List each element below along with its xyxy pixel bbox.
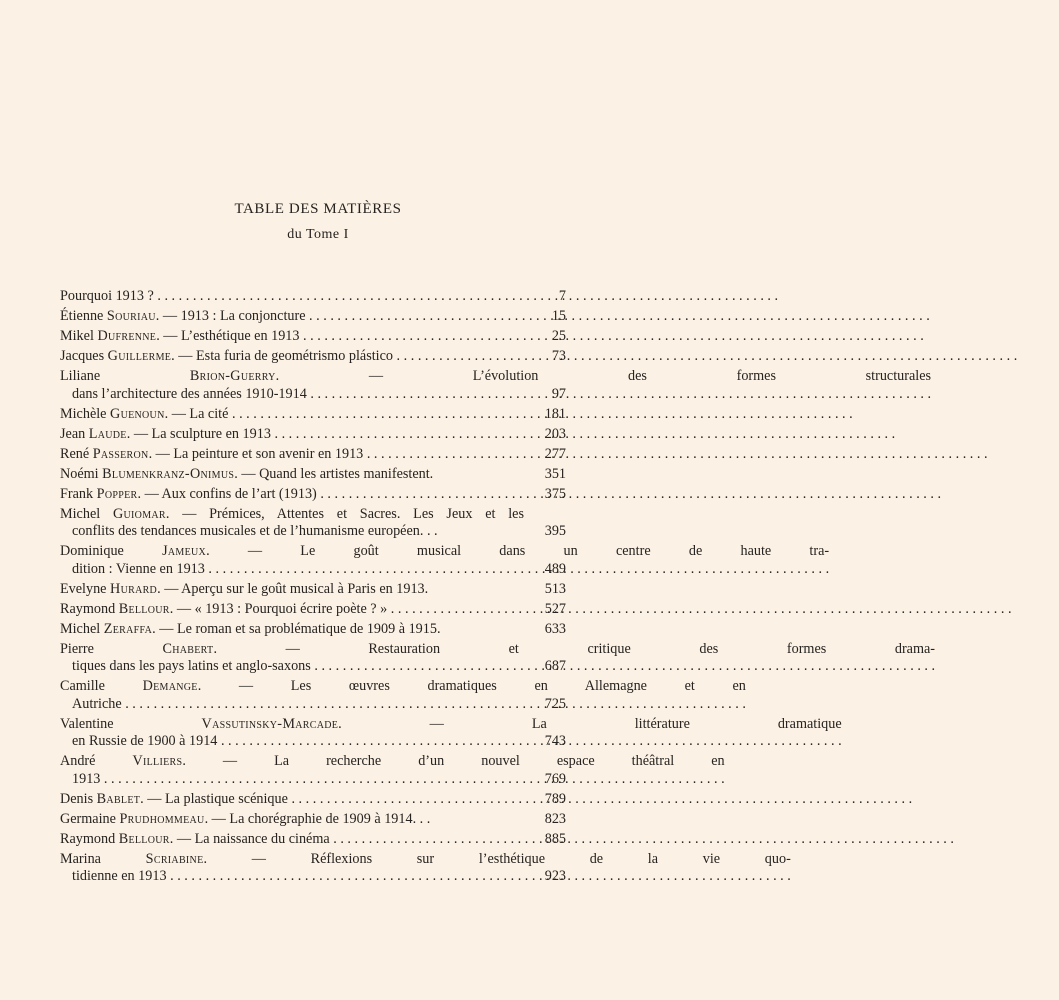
author-last-name: Brion-Guerry <box>189 368 276 384</box>
entry-title-text: . — Les œuvres dramatiques en Allemagne et en <box>197 678 746 694</box>
toc-entry <box>60 791 566 809</box>
toc-entry-line <box>60 771 725 789</box>
page-number: 725 <box>544 695 566 712</box>
toc-entry-line <box>60 308 930 326</box>
entry-title-text: . — Prémices, Attentes et Sacres. Les Jeux et les <box>165 505 524 522</box>
toc-entry-line <box>60 486 941 504</box>
toc-entry <box>60 581 566 599</box>
page-number: 633 <box>544 620 566 637</box>
page-number: 789 <box>544 790 566 807</box>
entry-title-text: . — Aux confins de l’art (1913) <box>137 485 317 502</box>
entry-title-text: . — L’esthétique en 1913 <box>156 328 300 344</box>
table-of-contents <box>60 288 936 888</box>
toc-entry-text <box>60 678 788 713</box>
toc-entry <box>60 406 566 424</box>
page-number: 277 <box>544 445 566 462</box>
author-last-name: Bellour <box>118 600 170 617</box>
toc-entry-line <box>60 406 853 424</box>
author-first-name: Noémi <box>60 465 103 482</box>
entry-title-text: conflits des tendances musicales et de l’humanisme européen. . . <box>72 523 438 539</box>
author-last-name: Prudhommeau <box>119 810 205 827</box>
toc-entry-text <box>60 753 767 788</box>
entry-title-text: Autriche <box>72 695 122 712</box>
page-number: 769 <box>544 770 566 787</box>
author-first-name: Étienne <box>60 308 107 324</box>
author-last-name: Chabert <box>162 640 214 657</box>
toc-entry-line <box>60 851 791 869</box>
toc-entry-line <box>60 716 842 734</box>
toc-entry-text <box>60 486 983 504</box>
page-number: 97 <box>551 385 566 402</box>
entry-title-text: . — 1913 : La conjoncture <box>155 308 306 324</box>
toc-entry-line <box>60 868 791 886</box>
author-first-name: Denis <box>60 790 97 807</box>
author-last-name: Vassutinsky-Marcade <box>201 715 339 732</box>
author-last-name: Scriabine <box>145 850 204 867</box>
toc-entry-line <box>60 581 524 599</box>
entry-title-text: . — « 1913 : Pourquoi écrire poète ? » <box>169 600 388 617</box>
author-last-name: Guiomar <box>112 505 166 522</box>
author-last-name: Passeron <box>92 445 149 462</box>
toc-entry-line <box>60 791 912 809</box>
toc-entry <box>60 753 725 788</box>
author-first-name: Valentine <box>60 715 202 732</box>
page-number: 489 <box>544 560 566 577</box>
entry-title-text: . — La sculpture en 1913 <box>126 425 271 442</box>
author-last-name: Guillerme <box>107 348 172 364</box>
author-last-name: Zeraffa <box>103 620 153 637</box>
toc-entry-text <box>60 716 884 751</box>
toc-entry-line <box>60 621 524 639</box>
toc-entry <box>60 715 842 751</box>
toc-entry-line <box>60 368 931 386</box>
toc-entry <box>60 621 566 639</box>
toc-entry <box>60 486 566 504</box>
author-first-name: Michèle <box>60 405 111 422</box>
toc-entry-line <box>60 678 746 696</box>
page-number: 73 <box>551 348 566 364</box>
page-number: 375 <box>544 485 566 502</box>
toc-entry-text <box>60 851 833 886</box>
author-last-name: Bellour <box>118 830 170 847</box>
author-first-name: Jean <box>60 425 89 442</box>
author-first-name: Mikel <box>60 328 98 344</box>
entry-title-text: . — La cité <box>164 405 229 422</box>
page-number: 395 <box>544 523 566 539</box>
page-number: 203 <box>544 425 566 442</box>
toc-entry <box>60 506 566 541</box>
toc-entry-line <box>60 733 842 751</box>
toc-entry-text <box>60 328 966 346</box>
toc-entry <box>60 543 830 578</box>
entry-title-text: . — La naissance du cinéma <box>169 830 330 847</box>
page-number: 351 <box>544 465 566 482</box>
author-first-name: Marina <box>60 850 146 867</box>
entry-title-text: . — Quand les artistes manifestent. <box>234 465 434 482</box>
entry-title-text: . — La littérature dramatique <box>338 715 842 732</box>
toc-entry-text <box>60 621 566 639</box>
page-number: 25 <box>551 328 566 344</box>
toc-entry <box>60 446 566 464</box>
author-first-name: Raymond <box>60 830 119 847</box>
entry-title-text: en Russie de 1900 à 1914 <box>72 733 218 749</box>
toc-entry-text <box>60 308 972 326</box>
toc-entry-line <box>60 466 524 484</box>
author-last-name: Villiers <box>132 753 183 769</box>
author-last-name: Guenoun <box>110 405 165 422</box>
author-first-name: Michel <box>60 620 104 637</box>
entry-title-text: . — Esta furia de geométrismo plástico <box>171 348 393 364</box>
page-number: 527 <box>544 600 566 617</box>
author-first-name: Dominique <box>60 543 163 559</box>
author-first-name: Michel <box>60 505 113 522</box>
toc-entry <box>60 466 566 484</box>
author-first-name: Raymond <box>60 600 119 617</box>
entry-title-text: . — Réflexions sur l’esthétique de la vie quo- <box>203 850 791 867</box>
page-number: 923 <box>544 868 566 884</box>
toc-entry-line <box>60 696 746 714</box>
toc-entry-text <box>60 406 895 424</box>
entry-title-text: . — La recherche d’un nouvel espace théâtral en <box>182 753 725 769</box>
toc-entry-line <box>60 328 924 346</box>
toc-entry <box>60 831 566 849</box>
author-last-name: Hurard <box>110 580 158 597</box>
entry-title-text: . — L’évolution des formes structurales <box>275 368 932 384</box>
toc-entry-text <box>60 791 954 809</box>
page-number: 885 <box>544 830 566 847</box>
entry-title-text: 1913 <box>72 770 101 787</box>
toc-entry-text <box>60 288 820 306</box>
author-first-name: Camille <box>60 678 143 694</box>
entry-title-text: . — La chorégraphie de 1909 à 1914. . . <box>204 810 431 827</box>
page-number: 15 <box>551 308 566 324</box>
author-last-name: Laude <box>88 425 127 442</box>
toc-entry <box>60 288 566 306</box>
toc-entry-line <box>60 561 829 579</box>
page-number: 181 <box>544 405 566 422</box>
toc-entry <box>60 678 746 713</box>
entry-title-text: dans l’architecture des années 1910-1914 <box>72 385 307 402</box>
author-first-name: Pierre <box>60 640 163 657</box>
page-number: 823 <box>544 810 566 827</box>
toc-entry <box>60 368 932 403</box>
entry-title-text: . — Restauration et critique des formes drama- <box>213 640 936 657</box>
entry-title-text: dition : Vienne en 1913 <box>72 560 205 577</box>
toc-entry-text <box>60 641 977 676</box>
author-first-name: Liliane <box>60 368 190 384</box>
toc-entry-text <box>60 581 566 599</box>
entry-title-text: . — Aperçu sur le goût musical à Paris en 1913. <box>157 580 429 597</box>
toc-entry <box>60 601 566 619</box>
author-first-name: Frank <box>60 485 97 502</box>
toc-entry-line <box>60 641 935 659</box>
toc-entry <box>60 426 566 444</box>
page-number: 743 <box>544 733 566 749</box>
page-title: TABLE DES MATIÈRES <box>234 201 402 217</box>
entry-title-text: . — Le goût musical dans un centre de haute tra- <box>206 543 830 559</box>
author-last-name: Jameux <box>162 543 207 559</box>
toc-entry-text <box>60 466 566 484</box>
toc-entry-line <box>60 506 524 524</box>
entry-title-text: . — La plastique scénique <box>140 790 288 807</box>
author-last-name: Blumenkranz-Onimus <box>102 465 235 482</box>
author-first-name: André <box>60 753 133 769</box>
author-last-name: Demange <box>142 678 198 694</box>
entry-title-text: tiques dans les pays latins et anglo-saxons <box>72 658 311 674</box>
entry-title-text: Pourquoi 1913 ? <box>60 288 158 304</box>
toc-entry <box>60 811 566 829</box>
toc-entry-text <box>60 368 973 403</box>
toc-entry <box>60 328 566 346</box>
toc-entry <box>60 850 791 886</box>
page-number: 7 <box>558 288 566 304</box>
toc-entry-line <box>60 426 895 444</box>
author-first-name: Jacques <box>60 348 108 364</box>
toc-entry-line <box>60 753 725 771</box>
toc-entry-line <box>60 446 988 464</box>
author-first-name: Germaine <box>60 810 120 827</box>
toc-entry-text <box>60 506 566 541</box>
toc-entry-line <box>60 523 524 541</box>
author-last-name: Bablet <box>96 790 141 807</box>
page-number: 513 <box>544 580 566 597</box>
toc-entry-line <box>60 288 778 306</box>
toc-entry-line <box>60 811 524 829</box>
author-first-name: René <box>60 445 93 462</box>
toc-entry <box>60 348 566 366</box>
toc-entry-text <box>60 426 937 444</box>
toc-entry-line <box>60 831 954 849</box>
entry-title-text: . — Le roman et sa problématique de 1909 à 1915. <box>152 620 441 637</box>
toc-entry-text <box>60 811 566 829</box>
page-subtitle: du Tome I <box>287 227 349 242</box>
author-last-name: Dufrenne <box>97 328 157 344</box>
toc-entry-text <box>60 543 871 578</box>
author-first-name: Evelyne <box>60 580 111 597</box>
entry-title-text: . — La peinture et son avenir en 1913 <box>148 445 364 462</box>
page-number: 687 <box>544 658 566 674</box>
author-last-name: Souriau <box>106 308 156 324</box>
toc-entry-line <box>60 658 935 676</box>
entry-title-text: tidienne en 1913 <box>72 868 167 884</box>
toc-entry <box>60 308 566 326</box>
author-last-name: Popper <box>96 485 138 502</box>
toc-entry <box>60 640 936 676</box>
toc-entry-line <box>60 543 829 561</box>
toc-entry-line <box>60 386 931 404</box>
